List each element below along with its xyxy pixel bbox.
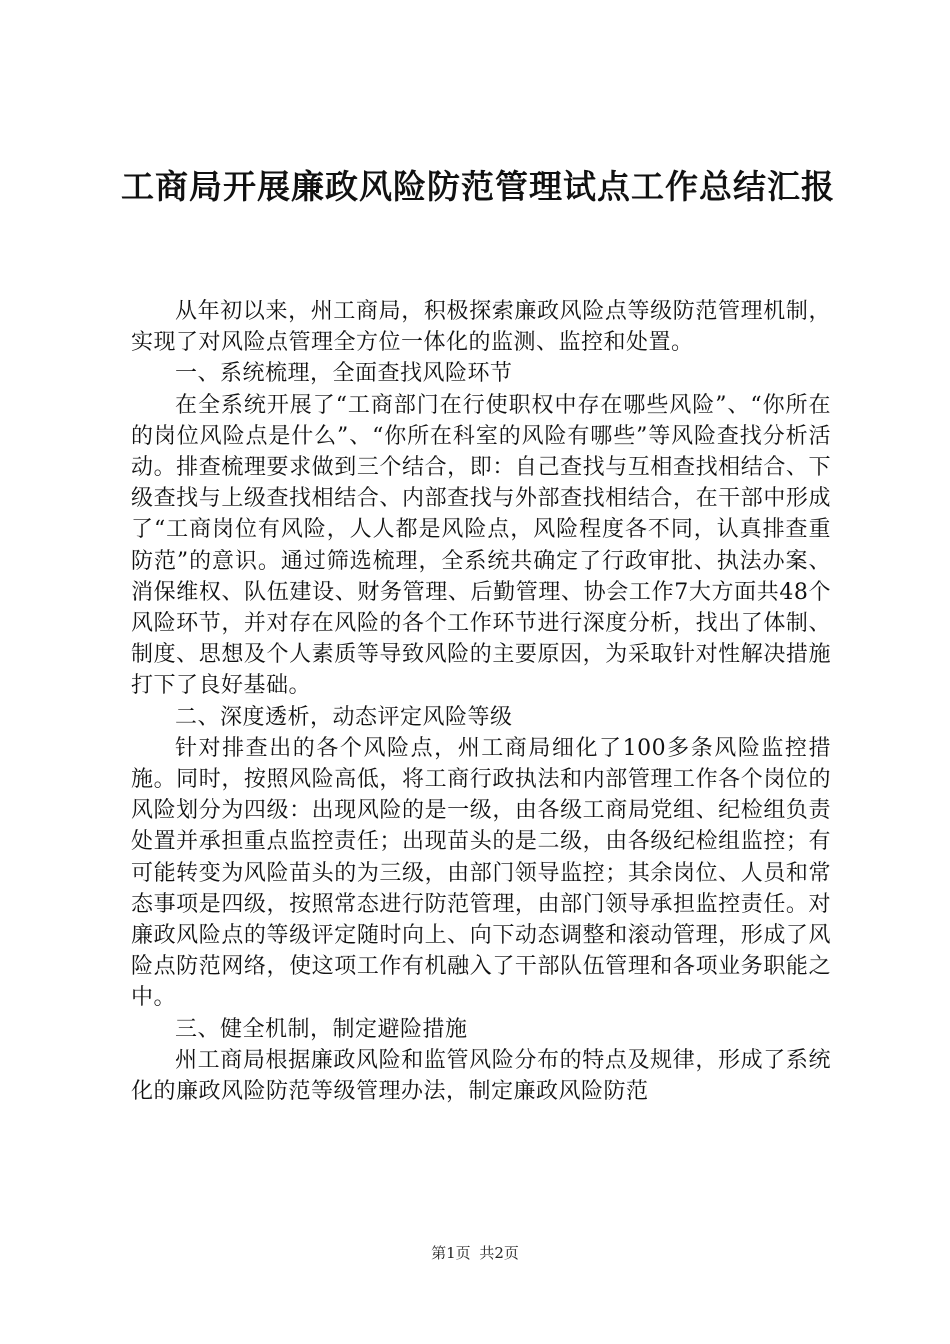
section-heading: 三、健全机制，制定避险措施 [175, 1016, 468, 1042]
body-paragraph: 州工商局根据廉政风险和监管风险分布的特点及规律，形成了系统化的廉政风险防范等级管理办法，制定廉政风险防范 [131, 1047, 831, 1105]
document-body [131, 296, 831, 1107]
section-heading: 一、系统梳理，全面查找风险环节 [175, 361, 513, 387]
page-number: 第1页 [431, 1244, 471, 1262]
body-paragraph: 从年初以来，州工商局，积极探索廉政风险点等级防范管理机制，实现了对风险点管理全方位一体化的监测、监控和处置。 [131, 299, 831, 356]
body-paragraph: 针对排查出的各个风险点，州工商局细化了100多条风险监控措施。同时，按照风险高低，将工商行政执法和内部管理工作各个岗位的风险划分为四级：出现风险的是一级，由各级工商局党组、纪检组负责处置并承担重点监控责任；出现苗头的是二级，由各级纪检组监控；有可能转变为风险苗头的为三级，由部门领导监控；其余岗位、人员和常态事项是四级，按照常态进行防范管理，由部门领导承担监控责任。对廉政风险点的等级评定随时向上、向下动态调整和滚动管理，形成了风险点防范网络，使这项工作有机融入了干部队伍管理和各项业务职能之中。 [131, 735, 831, 1011]
document-title: 工商局开展廉政风险防范管理试点工作总结汇报 [121, 167, 835, 206]
body-paragraph: 在全系统开展了“工商部门在行使职权中存在哪些风险”、“你所在的岗位风险点是什么”、“你所在科室的风险有哪些”等风险查找分析活动。排查梳理要求做到三个结合，即：自己查找与互相查找相结合、下级查找与上级查找相结合、内部查找与外部查找相结合，在干部中形成了“工商岗位有风险，人人都是风险点，风险程度各不同，认真排查重防范”的意识。通过筛选梳理，全系统共确定了行政审批、执法办案、消保维权、队伍建设、财务管理、后勤管理、协会工作7大方面共48个风险环节，并对存在风险的各个工作环节进行深度分析，找出了体制、制度、思想及个人素质等导致风险的主要原因，为采取针对性解决措施打下了良好基础。 [131, 392, 831, 699]
page-total: 共2页 [479, 1244, 519, 1262]
section-heading: 二、深度透析，动态评定风险等级 [175, 704, 513, 730]
page-footer [0, 1243, 950, 1263]
